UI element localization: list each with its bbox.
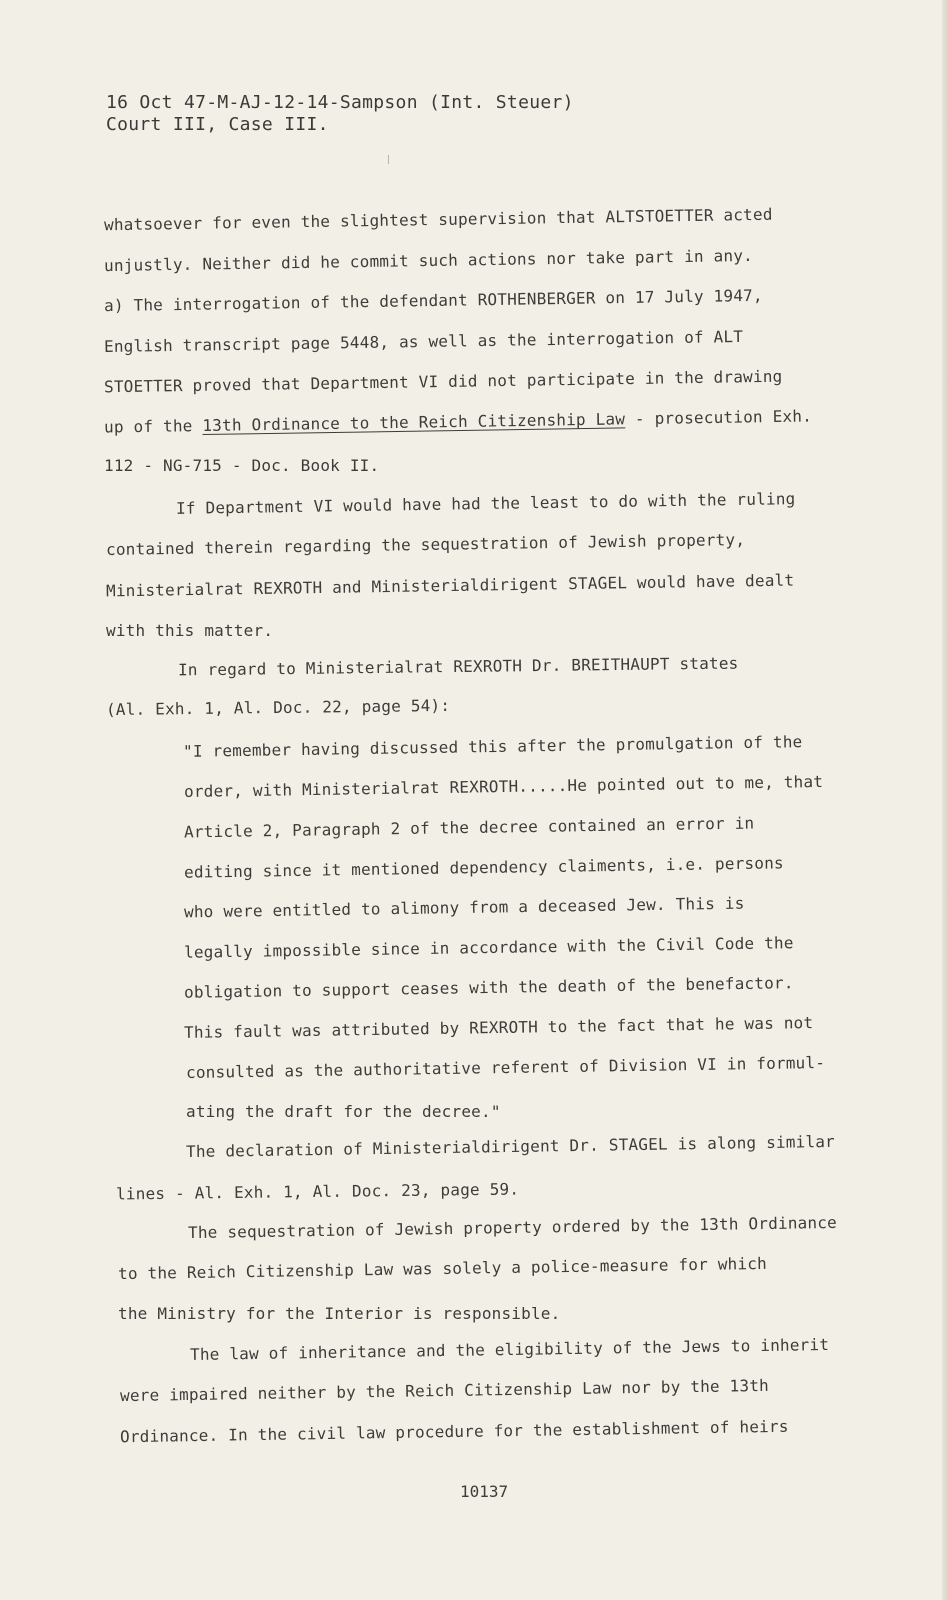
quote-line: obligation to support ceases with the death of the benefactor. <box>183 973 794 1002</box>
body-line: The law of inheritance and the eligibility of the Jews to inherit <box>189 1334 830 1365</box>
body-line: with this matter. <box>106 621 274 640</box>
quote-line: This fault was attributed by REXROTH to the fact that he was not <box>183 1013 814 1042</box>
ordinance-reference: 13th Ordinance to the Reich Citizenship Law <box>202 409 626 436</box>
body-line: English transcript page 5448, as well as the interrogation of ALT <box>103 326 744 357</box>
header-line-1: 16 Oct 47-M-AJ-12-14-Sampson (Int. Steuer) <box>106 92 574 113</box>
body-line: In regard to Ministerialrat REXROTH Dr. BREITHAUPT states <box>177 653 739 680</box>
body-line: Ordinance. In the civil law procedure for the establishment of heirs <box>119 1416 789 1447</box>
body-line: unjustly. Neither did he commit such actions nor take part in any. <box>103 245 754 276</box>
quote-line: who were entitled to alimony from a deceased Jew. This is <box>183 893 745 922</box>
body-line: were impaired neither by the Reich Citizenship Law nor by the 13th <box>119 1375 770 1406</box>
body-line: to the Reich Citizenship Law was solely a police-measure for which <box>117 1253 768 1284</box>
page-number: 10137 <box>460 1482 509 1501</box>
body-line: If Department VI would have had the least to do with the ruling <box>175 489 796 518</box>
body-line: The declaration of Ministerialdirigent Dr. STAGEL is along similar <box>185 1131 836 1162</box>
header-line-2: Court III, Case III. <box>106 114 329 135</box>
body-line: lines - Al. Exh. 1, Al. Doc. 23, page 59. <box>115 1179 520 1204</box>
body-line-end: - prosecution Exh. <box>624 406 813 429</box>
quote-line: editing since it mentioned dependency claiments, i.e. persons <box>183 853 784 882</box>
body-line: whatsoever for even the slightest supervision that ALTSTOETTER acted <box>103 204 773 235</box>
body-line-start: up of the <box>103 416 193 437</box>
paper-mark <box>388 155 389 164</box>
page-edge <box>942 0 948 1600</box>
body-line: Ministerialrat REXROTH and Ministerialdirigent STAGEL would have dealt <box>105 570 795 601</box>
body-line: a) The interrogation of the defendant ROTHENBERGER on 17 July 1947, <box>103 285 763 316</box>
body-line: STOETTER proved that Department VI did not participate in the drawing <box>103 366 783 397</box>
body-line-with-underline <box>104 406 812 436</box>
quote-line: order, with Ministerialrat REXROTH.....He pointed out to me, that <box>183 771 824 802</box>
quote-line: ating the draft for the decree." <box>186 1102 501 1121</box>
body-line: contained therein regarding the sequestration of Jewish property, <box>105 529 746 560</box>
quote-line: Article 2, Paragraph 2 of the decree contained an error in <box>183 813 755 842</box>
body-line: (Al. Exh. 1, Al. Doc. 22, page 54): <box>105 695 451 720</box>
quote-line: consulted as the authoritative referent of Division VI in formul- <box>185 1052 826 1083</box>
document-header <box>106 92 574 136</box>
body-line: 112 - NG-715 - Doc. Book II. <box>104 456 380 475</box>
quote-line: legally impossible since in accordance with the Civil Code the <box>183 933 794 962</box>
quote-line: "I remember having discussed this after the promulgation of the <box>182 732 803 761</box>
body-line: the Ministry for the Interior is responsible. <box>118 1304 561 1323</box>
body-line: The sequestration of Jewish property ordered by the 13th Ordinance <box>187 1212 838 1243</box>
